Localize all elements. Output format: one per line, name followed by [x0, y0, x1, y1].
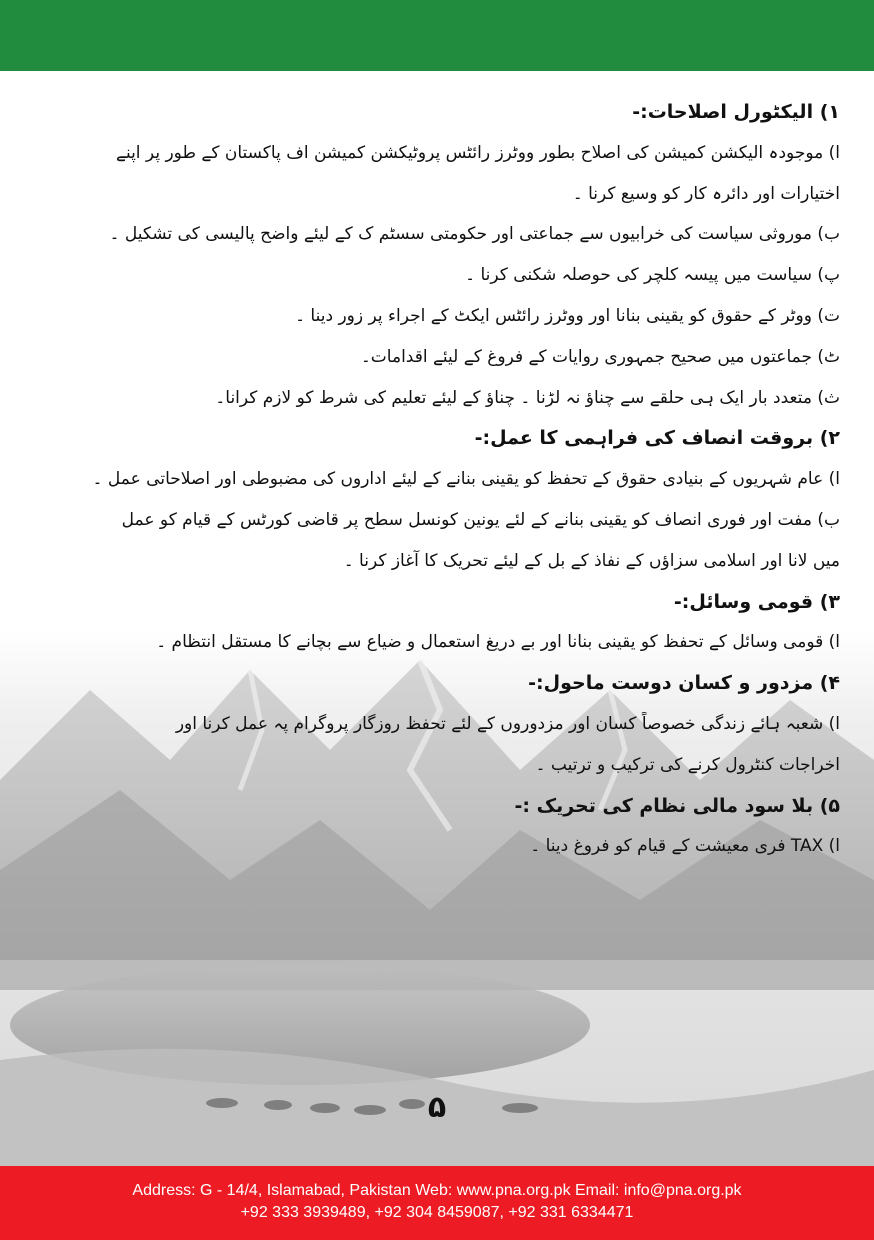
- header-band: [0, 0, 874, 71]
- footer-phones: +92 333 3939489, +92 304 8459087, +92 331 6334471: [240, 1204, 634, 1221]
- paragraph-line: ب) مفت اور فوری انصاف کو یقینی بنانے کے لئے یونین کونسل سطح پر قاضی کورٹس کے قیام کو عمل: [121, 509, 840, 530]
- paragraph-line: اختیارات اور دائرہ کار کو وسیع کرنا ۔: [572, 183, 840, 204]
- paragraph-line: ا) قومی وسائل کے تحفظ کو یقینی بنانا اور بے دریغ استعمال و ضیاع سے بچانے کا مستقل انتظام ۔: [156, 632, 840, 653]
- paragraph-line: ا) شعبہ ہائے زندگی خصوصاً کسان اور مزدوروں کے لئے تحفظ روزگار پروگرام پہ عمل کرنا اور: [175, 713, 840, 734]
- section-heading-timely-justice: ۲) بروقت انصاف کی فراہمی کا عمل:-: [474, 427, 840, 450]
- paragraph-line: ت) ووٹر کے حقوق کو یقینی بنانا اور ووٹرز رائٹس ایکٹ کے اجراء پر زور دینا ۔: [295, 305, 840, 326]
- paragraph-line: میں لانا اور اسلامی سزاؤں کے نفاذ کے بل کے لیئے تحریک کا آغاز کرنا ۔: [343, 550, 840, 571]
- page-number: ۵: [427, 1090, 447, 1125]
- paragraph-line: ب) موروثی سیاست کی خرابیوں سے جماعتی اور حکومتی سسٹم ک کے لیئے واضح پالیسی کی تشکیل ۔: [109, 224, 840, 245]
- paragraph-line: ث) متعدد بار ایک ہی حلقے سے چناؤ نہ لڑنا ۔ چناؤ کے لیئے تعلیم کی شرط کو لازم کرانا۔: [215, 387, 840, 408]
- paragraph-line: پ) سیاست میں پیسہ کلچر کی حوصلہ شکنی کرنا ۔: [465, 265, 840, 286]
- document-body: [60, 100, 840, 875]
- paragraph-line: ا) موجودہ الیکشن کمیشن کی اصلاح بطور ووٹرز رائٹس پروٹیکشن کمیشن اف پاکستان کے طور پر اپنے: [115, 142, 840, 163]
- paragraph-line: اخراجات کنٹرول کرنے کی ترکیب و ترتیب ۔: [535, 754, 840, 775]
- section-heading-national-resources: ۳) قومی وسائل:-: [673, 590, 840, 613]
- paragraph-line: ٹ) جماعتوں میں صحیح جمہوری روایات کے فروغ کے لیئے اقدامات۔: [360, 346, 840, 367]
- paragraph-line: ا) عام شہریوں کے بنیادی حقوق کے تحفظ کو یقینی بنانے کے لیئے اداروں کی مضبوطی اور اصلاحاتی عمل ۔: [92, 469, 840, 490]
- section-heading-labour-farmer: ۴) مزدور و کسان دوست ماحول:-: [528, 672, 840, 695]
- paragraph-line: ا) TAX فری معیشت کے قیام کو فروغ دینا ۔: [530, 836, 840, 857]
- section-heading-interest-free: ۵) بلا سود مالی نظام کی تحریک :-: [514, 794, 840, 817]
- footer-band: [0, 1166, 874, 1240]
- footer-address: Address: G - 14/4, Islamabad, Pakistan Web: www.pna.org.pk Email: info@pna.org.pk: [132, 1182, 742, 1199]
- section-heading-electoral-reforms: ۱) الیکٹورل اصلاحات:-: [632, 101, 840, 123]
